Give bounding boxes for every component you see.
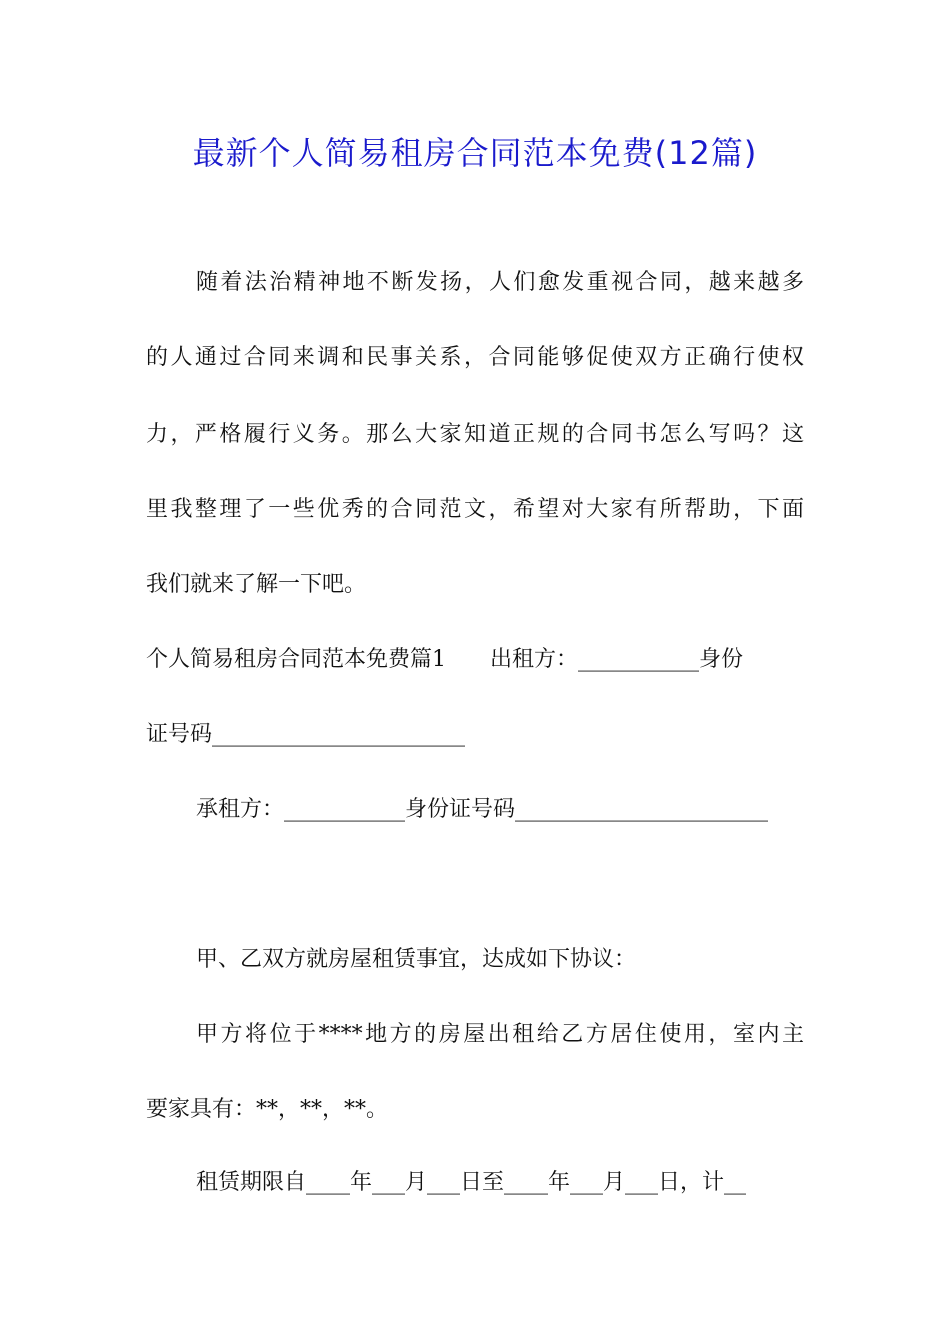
- paragraph-line: 要家具有：**，**，**。: [146, 1097, 389, 1122]
- paragraph-line: 甲、乙双方就房屋租赁事宜，达成如下协议：: [196, 947, 637, 972]
- paragraph-line: 的人通过合同来调和民事关系，合同能够促使双方正确行使权: [146, 345, 804, 370]
- paragraph-line: 承租方：___________身份证号码_______________________: [196, 797, 769, 822]
- document-title: 最新个人简易租房合同范本免费(12篇): [192, 134, 758, 172]
- paragraph-line: 随着法治精神地不断发扬，人们愈发重视合同，越来越多: [196, 270, 804, 295]
- paragraph-line: 里我整理了一些优秀的合同范文，希望对大家有所帮助，下面: [146, 497, 804, 522]
- paragraph-line: 租赁期限自____年___月___日至____年___月___日，计__: [196, 1170, 747, 1195]
- paragraph-line: 力，严格履行义务。那么大家知道正规的合同书怎么写吗？这: [146, 422, 804, 447]
- paragraph-line: 我们就来了解一下吧。: [146, 572, 367, 597]
- paragraph-line: 甲方将位于****地方的房屋出租给乙方居住使用，室内主: [196, 1022, 804, 1047]
- section-heading-line: 个人简易租房合同范本免费篇1 出租方：___________身份: [146, 647, 743, 672]
- paragraph-line: 证号码_______________________: [146, 722, 466, 747]
